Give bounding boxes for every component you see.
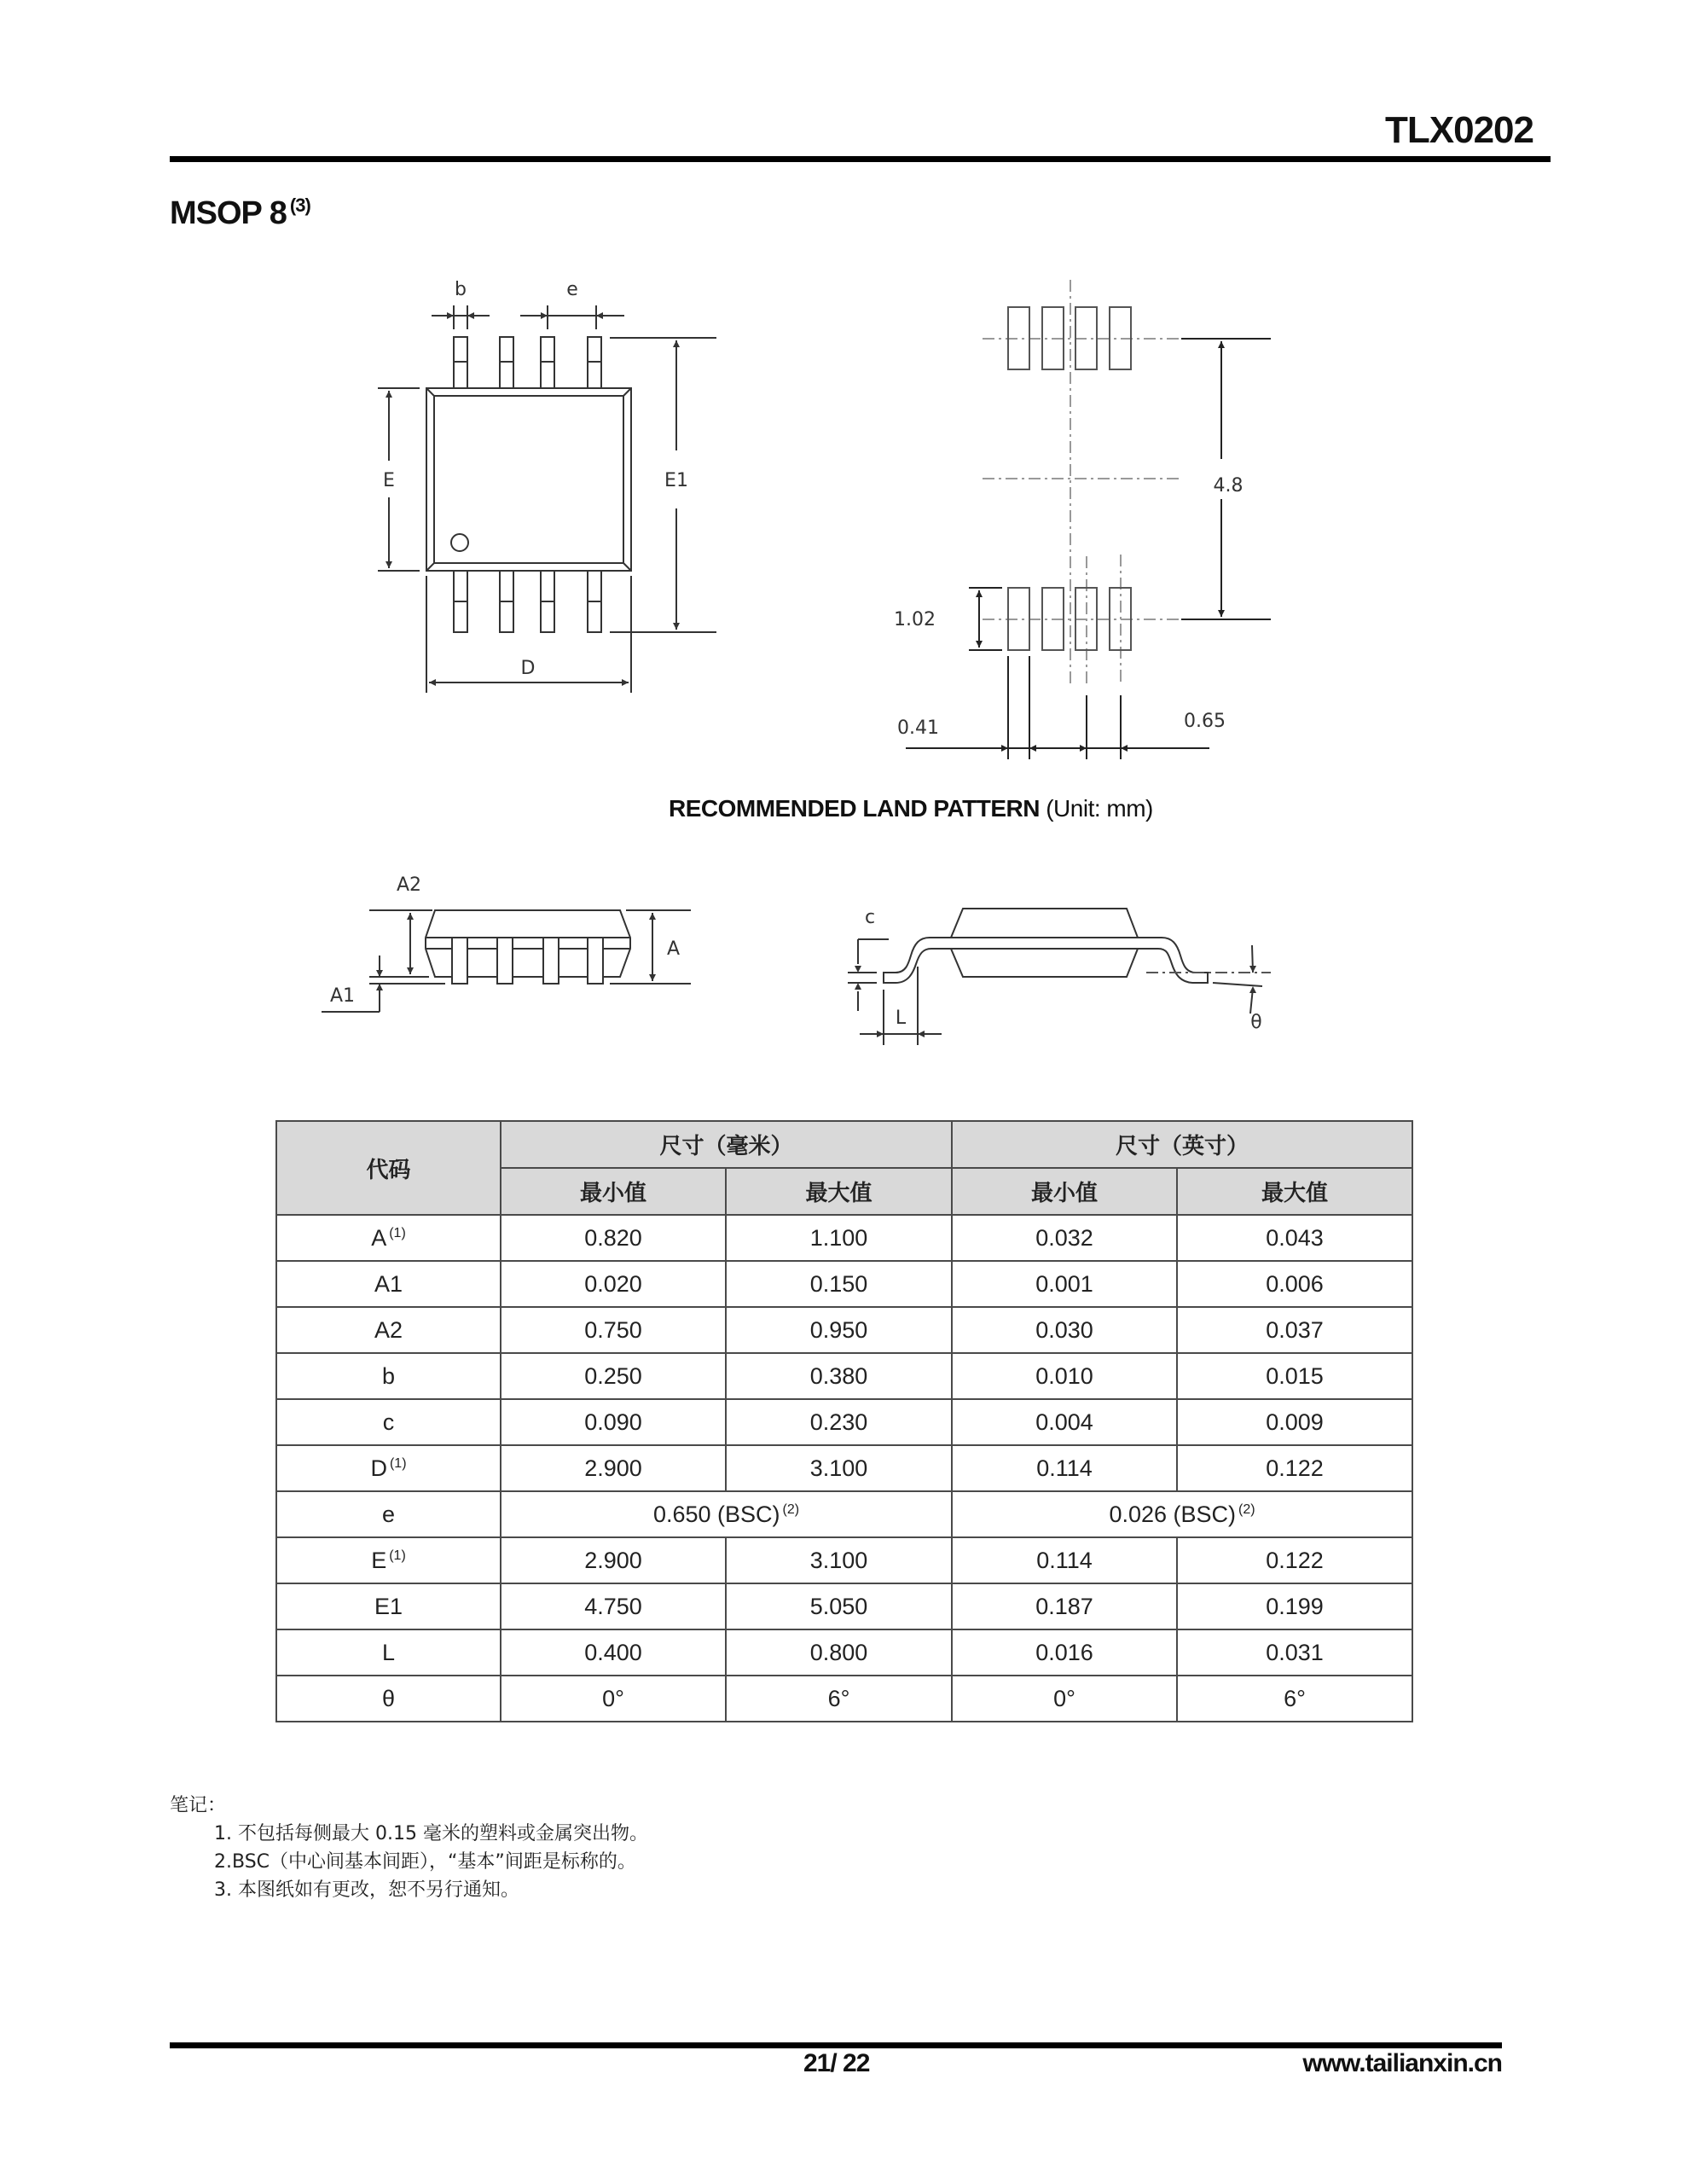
table-row	[276, 1491, 1412, 1537]
cell-mm-min	[501, 1215, 726, 1261]
notes-heading: 笔记：	[170, 1795, 227, 1816]
cell-in-max	[1177, 1215, 1412, 1261]
label-A: A	[667, 938, 681, 960]
cell-mm-span-note: (2)	[782, 1502, 800, 1517]
note-item: 2.BSC（中心间基本间距），“基本”间距是标称的。	[214, 1851, 636, 1873]
land-pattern-caption-bold: RECOMMENDED LAND PATTERN	[669, 795, 1040, 822]
cell-mm-max	[726, 1353, 952, 1399]
cell-code	[276, 1215, 501, 1261]
cell-mm-min	[501, 1353, 726, 1399]
cell-code-value: E1	[374, 1593, 403, 1619]
cell-in-min-value: 0.030	[1035, 1316, 1093, 1343]
cell-mm-min	[501, 1583, 726, 1629]
bottom-leads	[454, 571, 601, 632]
cell-mm-max	[726, 1261, 952, 1307]
land-pattern-diagram	[853, 264, 1296, 759]
cell-mm-max-value: 6°	[827, 1685, 850, 1711]
cell-code-note: (1)	[389, 1548, 406, 1563]
cell-in-min	[952, 1261, 1177, 1307]
cell-mm-max	[726, 1583, 952, 1629]
cell-mm-span	[501, 1491, 952, 1537]
table-row	[276, 1353, 1412, 1399]
cell-code	[276, 1583, 501, 1629]
cell-in-max-value: 0.122	[1266, 1547, 1324, 1573]
cell-mm-min-value: 0.020	[584, 1270, 642, 1297]
header-inch-group: 尺寸（英寸）	[952, 1121, 1412, 1168]
cell-in-min-value: 0.010	[1035, 1362, 1093, 1389]
cell-mm-max-value: 3.100	[809, 1547, 868, 1573]
cell-mm-min-value: 0.250	[584, 1362, 642, 1389]
footer-rule	[170, 2042, 1502, 2048]
cell-in-min	[952, 1215, 1177, 1261]
cell-code	[276, 1676, 501, 1722]
section-title	[170, 195, 310, 232]
package-body-inner	[434, 396, 623, 563]
table-row	[276, 1307, 1412, 1353]
table-body	[276, 1215, 1412, 1722]
cell-in-max-value: 6°	[1284, 1685, 1306, 1711]
header-in-min: 最小值	[952, 1168, 1177, 1215]
label-pitch-span: 4.8	[1213, 475, 1244, 497]
cell-in-max	[1177, 1629, 1412, 1676]
cell-mm-min-value: 0.820	[584, 1224, 642, 1251]
cell-mm-max-value: 0.380	[809, 1362, 868, 1389]
cell-mm-min	[501, 1307, 726, 1353]
header-code: 代码	[276, 1121, 501, 1215]
cell-mm-min	[501, 1399, 726, 1445]
cell-code-value: E	[371, 1547, 387, 1573]
land-pattern-caption	[669, 795, 1153, 822]
cell-code-value: A	[371, 1224, 387, 1251]
cell-in-min	[952, 1307, 1177, 1353]
cell-code	[276, 1537, 501, 1583]
header-in-max: 最大值	[1177, 1168, 1412, 1215]
cell-mm-max-value: 0.800	[809, 1639, 868, 1665]
top-view-diagram	[341, 256, 768, 751]
table-row	[276, 1261, 1412, 1307]
cell-mm-max-value: 1.100	[809, 1224, 868, 1251]
cell-in-max	[1177, 1445, 1412, 1491]
cell-in-max-value: 0.122	[1266, 1455, 1324, 1481]
cell-in-min	[952, 1676, 1177, 1722]
cell-mm-max	[726, 1629, 952, 1676]
footer-url[interactable]: www.tailianxin.cn	[1302, 2049, 1502, 2077]
top-leads	[454, 337, 601, 388]
cell-in-min-value: 0.004	[1035, 1409, 1093, 1435]
cell-in-max	[1177, 1583, 1412, 1629]
label-D: D	[520, 658, 536, 679]
cell-mm-max	[726, 1445, 952, 1491]
cell-in-min-value: 0.114	[1036, 1455, 1093, 1481]
cell-mm-max	[726, 1399, 952, 1445]
cell-in-min	[952, 1353, 1177, 1399]
cell-mm-min-value: 4.750	[584, 1593, 642, 1619]
cell-in-min-value: 0°	[1053, 1685, 1075, 1711]
cell-mm-min	[501, 1629, 726, 1676]
cell-code	[276, 1261, 501, 1307]
cell-in-span-note: (2)	[1238, 1502, 1255, 1517]
side-view-diagram	[307, 853, 716, 1024]
cell-mm-max-value: 0.950	[809, 1316, 868, 1343]
cell-in-max-value: 0.199	[1266, 1593, 1324, 1619]
cell-code-value: A2	[374, 1316, 403, 1343]
note-item: 3. 本图纸如有更改，恕不另行通知。	[214, 1879, 519, 1901]
cell-mm-max-value: 0.230	[809, 1409, 868, 1435]
cell-code	[276, 1353, 501, 1399]
note-item: 1. 不包括每侧最大 0.15 毫米的塑料或金属突出物。	[214, 1823, 648, 1844]
label-pad-width: 0.41	[897, 717, 939, 739]
cell-in-min-value: 0.001	[1035, 1270, 1093, 1297]
label-b: b	[455, 279, 467, 300]
cell-mm-min	[501, 1445, 726, 1491]
table-row	[276, 1399, 1412, 1445]
cell-code	[276, 1399, 501, 1445]
label-theta: θ	[1250, 1012, 1262, 1033]
cell-in-max-value: 0.015	[1266, 1362, 1324, 1389]
notes-section	[170, 1792, 648, 1904]
label-e: e	[566, 279, 578, 300]
cell-in-min	[952, 1583, 1177, 1629]
table-row	[276, 1676, 1412, 1722]
table-row	[276, 1537, 1412, 1583]
cell-code	[276, 1445, 501, 1491]
header-mm-min: 最小值	[501, 1168, 726, 1215]
label-c: c	[865, 907, 876, 928]
cell-in-max	[1177, 1399, 1412, 1445]
label-A2: A2	[397, 874, 422, 896]
cell-mm-min-value: 2.900	[584, 1455, 642, 1481]
cell-in-max-value: 0.043	[1266, 1224, 1324, 1251]
label-L: L	[895, 1008, 907, 1029]
cell-code-value: L	[381, 1639, 396, 1665]
cell-in-min	[952, 1537, 1177, 1583]
section-title-text: MSOP 8	[170, 195, 287, 231]
cell-in-min-value: 0.032	[1035, 1224, 1093, 1251]
cell-mm-min	[501, 1676, 726, 1722]
table-row	[276, 1629, 1412, 1676]
cell-mm-max-value: 3.100	[809, 1455, 868, 1481]
cell-in-max-value: 0.009	[1266, 1409, 1324, 1435]
cell-mm-max	[726, 1307, 952, 1353]
cell-code-note: (1)	[389, 1455, 407, 1471]
label-A1: A1	[330, 985, 356, 1007]
section-title-note: (3)	[289, 195, 310, 216]
cell-code	[276, 1629, 501, 1676]
cell-mm-span-value: 0.650 (BSC)	[652, 1501, 780, 1527]
cell-code	[276, 1307, 501, 1353]
dimension-table	[275, 1120, 1413, 1722]
land-pattern-caption-unit: (Unit: mm)	[1046, 795, 1153, 822]
cell-mm-min	[501, 1261, 726, 1307]
cell-mm-min	[501, 1537, 726, 1583]
label-E: E	[383, 470, 395, 491]
label-pad-length: 1.02	[894, 609, 936, 630]
cell-mm-min-value: 0.090	[584, 1409, 642, 1435]
cell-in-min	[952, 1629, 1177, 1676]
cell-mm-max	[726, 1215, 952, 1261]
table-row	[276, 1445, 1412, 1491]
cell-code-note: (1)	[389, 1225, 406, 1240]
cell-code-value: D	[370, 1455, 387, 1481]
cell-in-min-value: 0.187	[1035, 1593, 1093, 1619]
cell-code-value: c	[382, 1409, 395, 1435]
document-title: TLX0202	[1385, 109, 1533, 151]
cell-mm-min-value: 0.400	[584, 1639, 642, 1665]
cell-mm-min-value: 2.900	[584, 1547, 642, 1573]
cell-in-max-value: 0.031	[1266, 1639, 1324, 1665]
cell-code-value: e	[381, 1501, 396, 1527]
table-row	[276, 1215, 1412, 1261]
cell-code	[276, 1491, 501, 1537]
cell-mm-max	[726, 1676, 952, 1722]
cell-in-span-value: 0.026 (BSC)	[1109, 1501, 1237, 1527]
cell-in-max	[1177, 1261, 1412, 1307]
cell-in-max	[1177, 1353, 1412, 1399]
cell-in-max	[1177, 1676, 1412, 1722]
table-header-row	[276, 1121, 1412, 1168]
cell-in-min-value: 0.114	[1036, 1547, 1093, 1573]
package-body-outline	[426, 388, 631, 571]
pin1-marker	[451, 534, 468, 551]
cell-in-max-value: 0.037	[1266, 1316, 1324, 1343]
cell-mm-max-value: 0.150	[809, 1270, 868, 1297]
cell-code-value: A1	[374, 1270, 403, 1297]
cell-code-value: b	[381, 1362, 396, 1389]
label-pitch: 0.65	[1184, 711, 1226, 732]
header-mm-max: 最大值	[726, 1168, 952, 1215]
header-rule	[170, 156, 1551, 162]
cell-in-max	[1177, 1537, 1412, 1583]
table-row	[276, 1583, 1412, 1629]
page-number: 21/ 22	[803, 2049, 870, 2077]
label-E1: E1	[664, 470, 688, 491]
cell-code-value: θ	[381, 1685, 396, 1711]
cell-in-max	[1177, 1307, 1412, 1353]
cell-in-min	[952, 1445, 1177, 1491]
header-mm-group: 尺寸（毫米）	[501, 1121, 952, 1168]
cell-mm-min-value: 0°	[602, 1685, 624, 1711]
cell-mm-max-value: 5.050	[809, 1593, 868, 1619]
cell-in-max-value: 0.006	[1266, 1270, 1324, 1297]
cell-mm-min-value: 0.750	[584, 1316, 642, 1343]
cell-in-span	[952, 1491, 1412, 1537]
cell-in-min	[952, 1399, 1177, 1445]
cell-mm-max	[726, 1537, 952, 1583]
lead-detail-diagram	[827, 879, 1313, 1049]
cell-in-min-value: 0.016	[1035, 1639, 1093, 1665]
